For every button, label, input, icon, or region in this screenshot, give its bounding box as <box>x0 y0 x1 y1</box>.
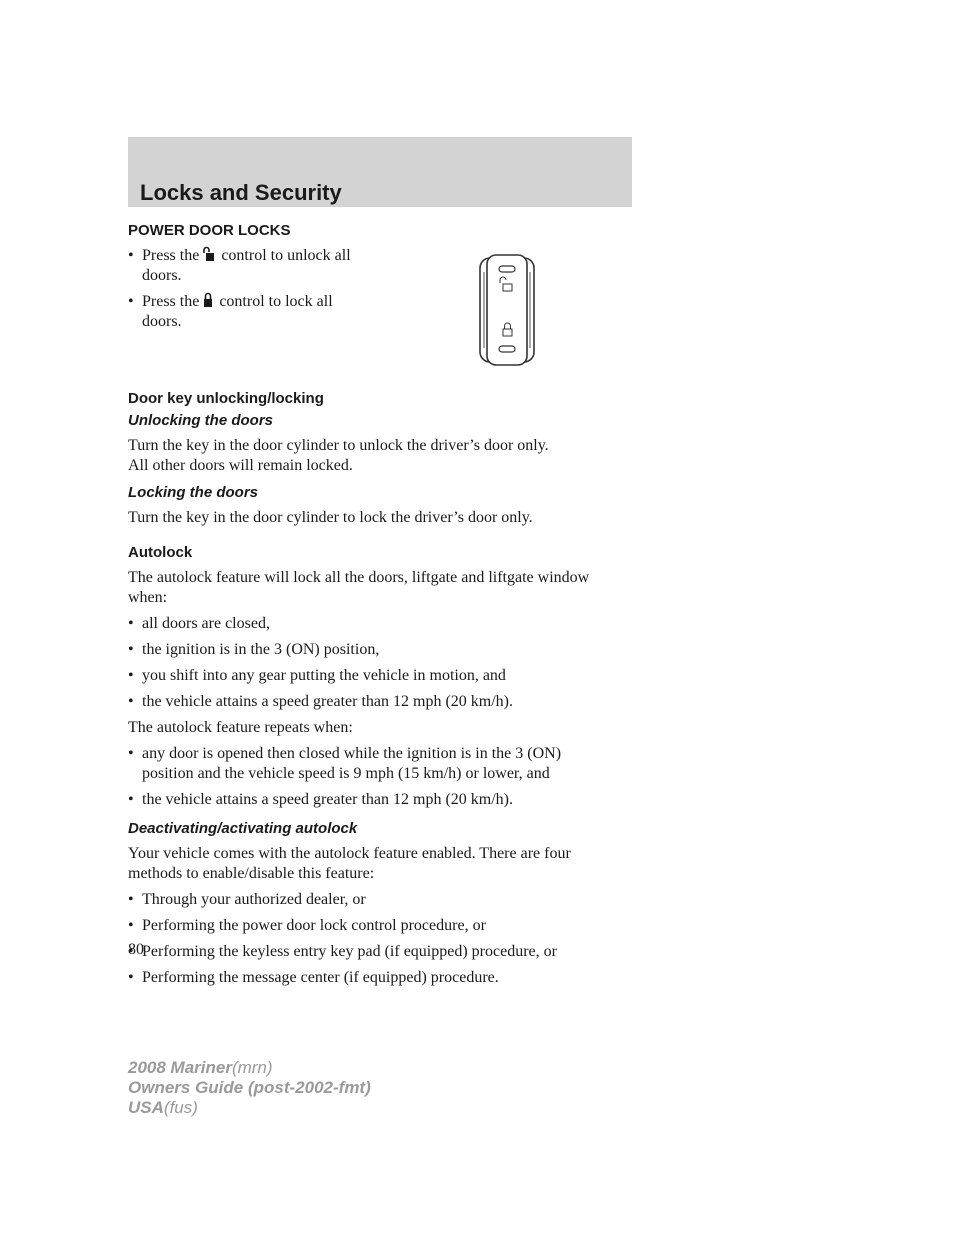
list-item: • Performing the message center (if equipped) procedure. <box>128 968 648 988</box>
list-item: • Performing the keyless entry key pad (if equipped) procedure, or <box>128 942 648 962</box>
list-item: • Press the control to unlock all doors. <box>128 246 648 286</box>
autolock-repeat-intro: The autolock feature repeats when: <box>128 719 353 736</box>
document-footer: 2008 Mariner(mrn) Owners Guide (post-2002-fmt) USA(fus) <box>128 1058 371 1117</box>
list-item: • all doors are closed, <box>128 614 648 634</box>
autolock-intro: The autolock feature will lock all the doors, liftgate and liftgate window when: <box>128 569 590 606</box>
unlocking-text: Turn the key in the door cylinder to unlock the driver’s door only. All other doors will remain locked. <box>128 437 549 474</box>
deactivating-methods-list <box>128 890 648 988</box>
list-item: • Performing the power door lock control procedure, or <box>128 916 648 936</box>
list-item: • you shift into any gear putting the vehicle in motion, and <box>128 666 648 686</box>
page-number: 80 <box>128 941 144 958</box>
list-item: • the vehicle attains a speed greater than 12 mph (20 km/h). <box>128 692 648 712</box>
deactivating-autolock-heading: Deactivating/activating autolock <box>128 820 358 837</box>
page-content <box>128 220 648 988</box>
list-item: • the ignition is in the 3 (ON) position, <box>128 640 648 660</box>
autolock-conditions-list <box>128 614 648 712</box>
power-door-locks-heading: POWER DOOR LOCKS <box>128 222 291 239</box>
lock-icon <box>203 292 213 308</box>
section-title: Locks and Security <box>140 180 342 205</box>
list-item: • Press the control to lock all doors. <box>128 292 648 332</box>
list-item: • Through your authorized dealer, or <box>128 890 648 910</box>
autolock-repeat-list <box>128 744 648 810</box>
door-key-heading: Door key unlocking/locking <box>128 390 324 407</box>
locking-text: Turn the key in the door cylinder to lock the driver’s door only. <box>128 509 533 526</box>
unlocking-doors-heading: Unlocking the doors <box>128 412 274 429</box>
power-door-locks-list <box>128 246 648 332</box>
autolock-heading: Autolock <box>128 544 193 561</box>
list-item: • the vehicle attains a speed greater than 12 mph (20 km/h). <box>128 790 648 810</box>
locking-doors-heading: Locking the doors <box>128 484 259 501</box>
list-item: • any door is opened then closed while the ignition is in the 3 (ON) position and the vehicle speed is 9 mph (15 km/h) or lower, and <box>128 744 648 784</box>
deactivating-intro: Your vehicle comes with the autolock feature enabled. There are four methods to enable/disable this feature: <box>128 845 571 882</box>
unlock-icon <box>203 246 215 262</box>
